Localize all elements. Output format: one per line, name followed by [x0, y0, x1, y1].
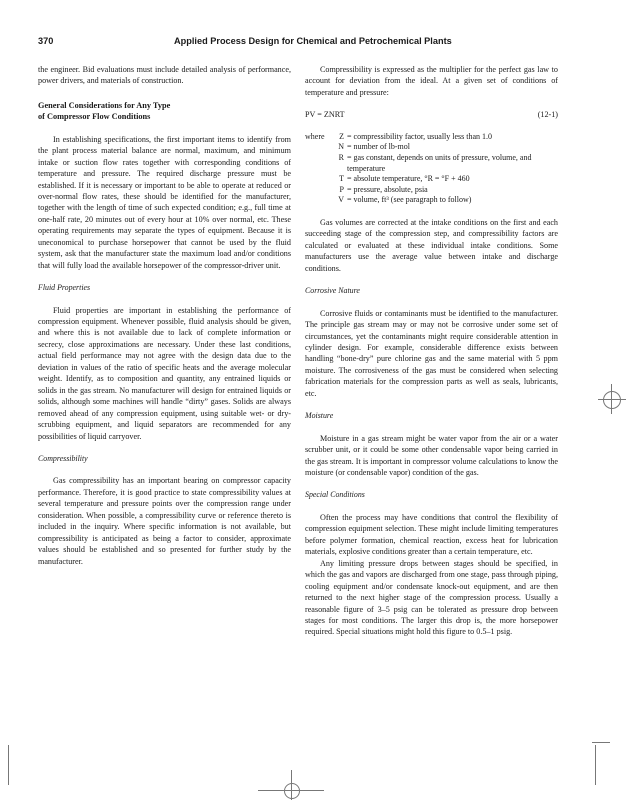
equation-number: (12-1) — [537, 110, 558, 120]
section-heading: General Considerations for Any Type of Compressor Flow Conditions — [38, 100, 171, 122]
paragraph: In establishing specifications, the first important items to identify from the plant process material balance are normal, maximum, and minimum intake or suction flow rates together with corresponding conditions of temperature and pressure. The required discharge pressure must be established. If it is necessary or important to be able to operate at reduced or over-normal flow rates, these should be identified for the manufacturer, together with the length of time of such expected condition; e.g., full time at one-half rate, 20 minutes out of every hour at 10% over normal, etc. These operating requirements may separate the types of equipment. Because it is uneconomical to purchase horsepower that cannot be used by the fluid system, ask that the manufacturer state the maximum load and/or conditions that will fully load the available horsepower of the compressor-driver unit. — [38, 134, 291, 270]
subsection-heading: Corrosive Nature — [305, 286, 360, 296]
registration-crosshair — [611, 384, 612, 414]
paragraph: Gas volumes are corrected at the intake conditions on the first and each succeeding stage of the compression step, and compressibility factors are calculated or evaluated at these individual intake conditions. Some manufacturers use the average value between intake and discharge conditions. — [305, 217, 558, 273]
page-number: 370 — [38, 36, 54, 46]
paragraph: Gas compressibility has an important bearing on compressor capacity performance. Therefore, it is good practice to state compressibility values at several temperature and pressure points over the compression range under consideration. When possible, a compressibility curve or reference thereto is included in the inquiry. Where specific information is not available, but compressibility is anticipated as being a factor to consider, approximate values should be established and so presented for further study by the manufacturer. — [38, 476, 291, 566]
subsection-heading: Fluid Properties — [38, 283, 91, 293]
registration-circle — [284, 783, 300, 799]
crop-mark — [592, 742, 610, 743]
left-column — [38, 64, 291, 567]
equation — [305, 109, 558, 120]
paragraph: Often the process may have conditions that control the flexibility of compression equipment selection. These might include limiting temperatures before polymer formation, chemical reaction, excess heat for lubrication materials, explosive conditions greater than a certain temperature, etc. — [305, 512, 558, 557]
subsection-heading: Special Conditions — [305, 490, 365, 500]
crop-mark — [8, 745, 9, 785]
right-column — [305, 64, 558, 638]
registration-circle — [603, 391, 621, 409]
subsection-heading: Moisture — [305, 411, 334, 421]
running-title: Applied Process Design for Chemical and Petrochemical Plants — [174, 36, 452, 46]
paragraph: Any limiting pressure drops between stages should be specified, in which the gas and vapors are discharged from one stage, pass through piping, cooling equipment and/or condensate knock-out equipment, and are then returned to the next higher stage of the compression process. Usually a reasonable figure of 3–5 psig can be tolerated as pressure drop between stages for most conditions. The larger this drop is, the more horsepower required. Special situations might hold this figure to 0.5–1 psig. — [305, 558, 558, 637]
registration-crosshair — [291, 770, 292, 800]
paragraph: Compressibility is expressed as the multiplier for the perfect gas law to account for deviation from the ideal. At a given set of conditions of temperature and pressure: — [305, 65, 558, 97]
crop-mark — [595, 745, 596, 785]
registration-crosshair — [598, 399, 626, 400]
paragraph: Corrosive fluids or contaminants must be identified to the manufacturer. The principle gas stream may or may not be corrosive under some set of circumstances, yet the contaminants might require considerable attention in cylinder design. For example, considerable difference exists between handling “bone-dry” pure chlorine gas and the same material with 5 ppm moisture. The corrosiveness of the gas must be considered when selecting fabrication materials for the compression parts as well as seals, lubricants, etc. — [305, 308, 558, 398]
equation-text: PV = ZNRT — [305, 110, 345, 120]
subsection-heading: Compressibility — [38, 454, 88, 463]
paragraph: Moisture in a gas stream might be water vapor from the air or a water scrubber unit, or it could be some other condensable vapor being carried in the gas stream. It is important in compressor volume calculations to know the moisture (or condensable vapor) condition of the gas. — [305, 433, 558, 478]
variable-definitions: where Z = compressibility factor, usually less than 1.0 N = number of lb-mol R = gas constant, depends on units of pressure, volume, and temperature T = absolute temperature, °R = °F + 460 P = pressure, absolute, psia V = volume, ft³ (see paragraph to follow) — [305, 131, 532, 205]
paragraph: Fluid properties are important in establishing the performance of compression equipment. Whenever possible, fluid analysis should be given, and where this is not available due to lack of complete information or secrecy, close approximations are necessary. Under these last conditions, actual field performance may not agree with the design data due to the deviation in values of the ratio of specific heats and the average molecular weight. Identify, as to composition and quantity, any entrained liquids or solids in the gas stream. No manufacturer will design for entrained liquids or solids, although some machines will handle “dirty” gases. Solids are always removed ahead of any compression equipment, using suitable wet- or dry-scrubbing equipment, and liquid separators are recommended for any possibilities of liquid carryover. — [38, 305, 291, 441]
paragraph: the engineer. Bid evaluations must include detailed analysis of performance, power drivers, and materials of construction. — [38, 65, 291, 86]
where-label: where — [305, 131, 325, 141]
